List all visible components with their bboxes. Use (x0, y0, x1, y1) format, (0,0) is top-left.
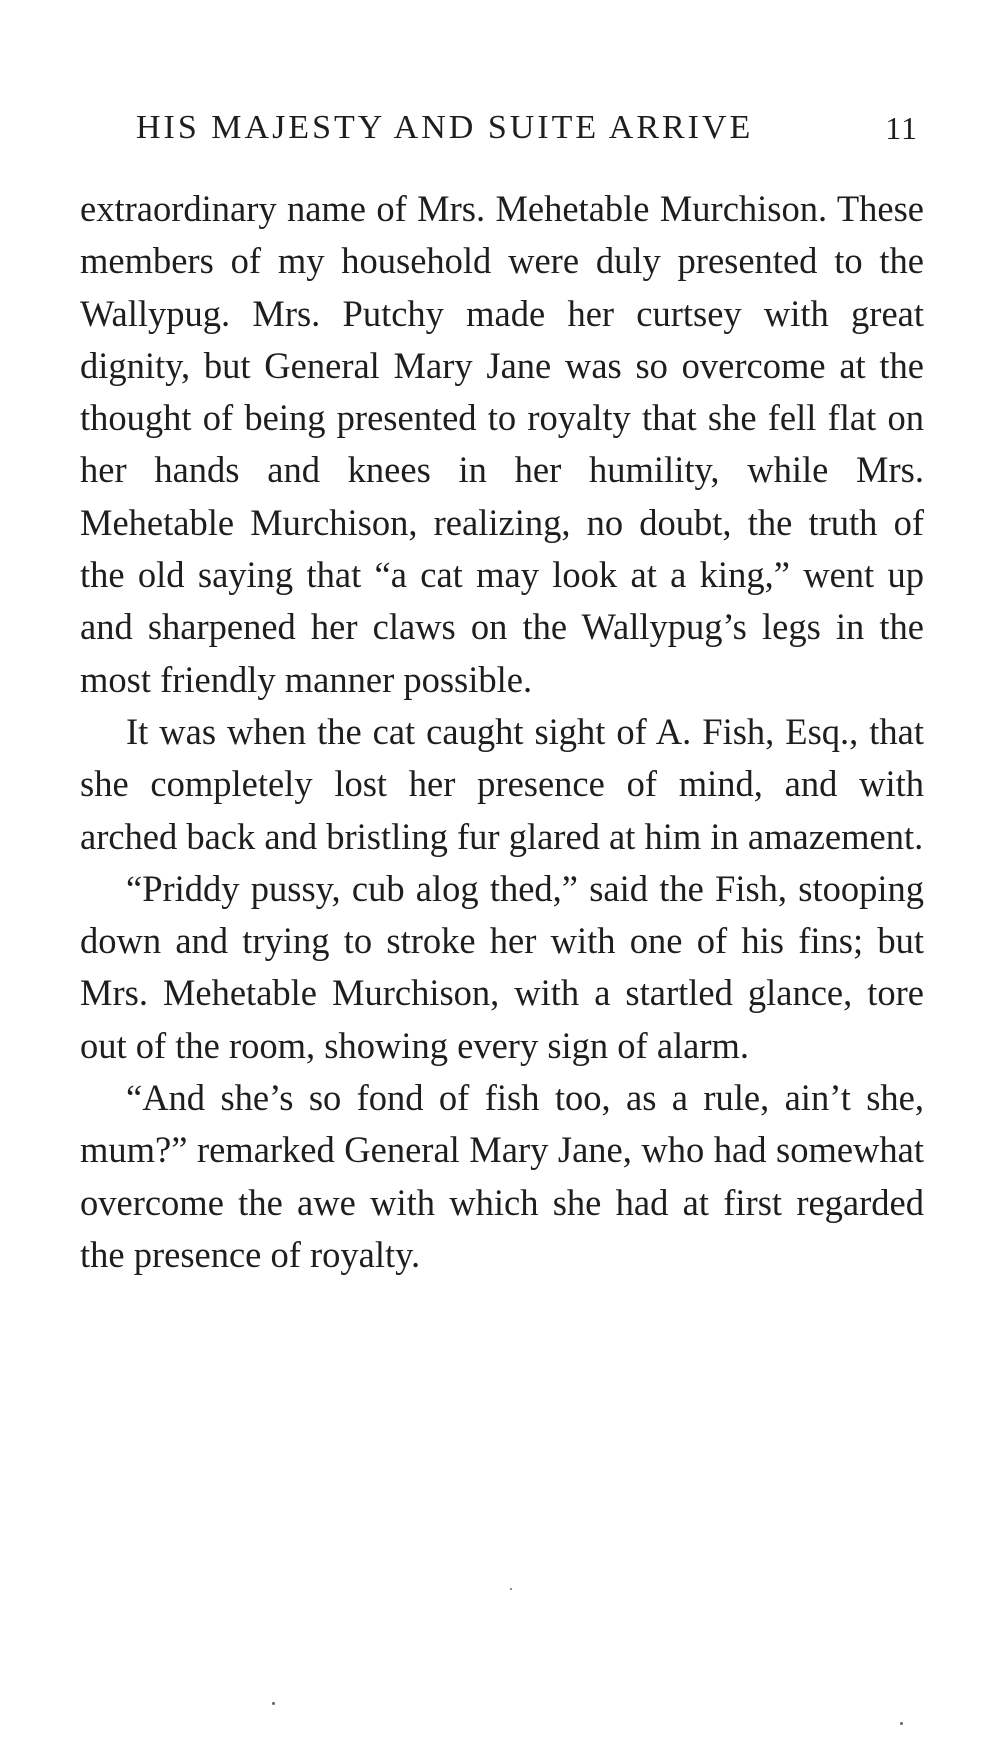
paper-speck (272, 1702, 275, 1705)
paragraph-2: It was when the cat caught sight of A. Fish, Esq., that she completely lost her presence of mind, and with arched back and bristling fur glared at him in amazement. (80, 710, 924, 857)
paper-speck (900, 1722, 903, 1725)
paragraph-4: “And she’s so fond of fish too, as a rule, ain’t she, mum?” remarked General Mary Jane, who had somewhat overcome the awe with which she had at first regarded the presence of royalty. (80, 1077, 924, 1275)
page-number: 11 (885, 110, 918, 146)
running-head (136, 104, 918, 152)
running-title: HIS MAJESTY AND SUITE ARRIVE (136, 109, 754, 146)
body-text (80, 183, 924, 1281)
paragraph-1: extraordinary name of Mrs. Mehetable Murchison. These members of my household were duly presented to the Wallypug. Mrs. Putchy made her curtsey with great dignity, but General Mary Jane was so overcome at the thought of being presented to royalty that she fell flat on her hands and knees in her humility, while Mrs. Mehetable Murchison, realizing, no doubt, the truth of the old saying that “a cat may look at a king,” went up and sharpened her claws on the Wallypug’s legs in the most friendly manner possible. (80, 188, 924, 700)
paper-speck (510, 1588, 512, 1590)
paragraph-3: “Priddy pussy, cub alog thed,” said the Fish, stooping down and trying to stroke her with one of his fins; but Mrs. Mehetable Murchison, with a startled glance, tore out of the room, showing every sign of alarm. (80, 867, 924, 1066)
